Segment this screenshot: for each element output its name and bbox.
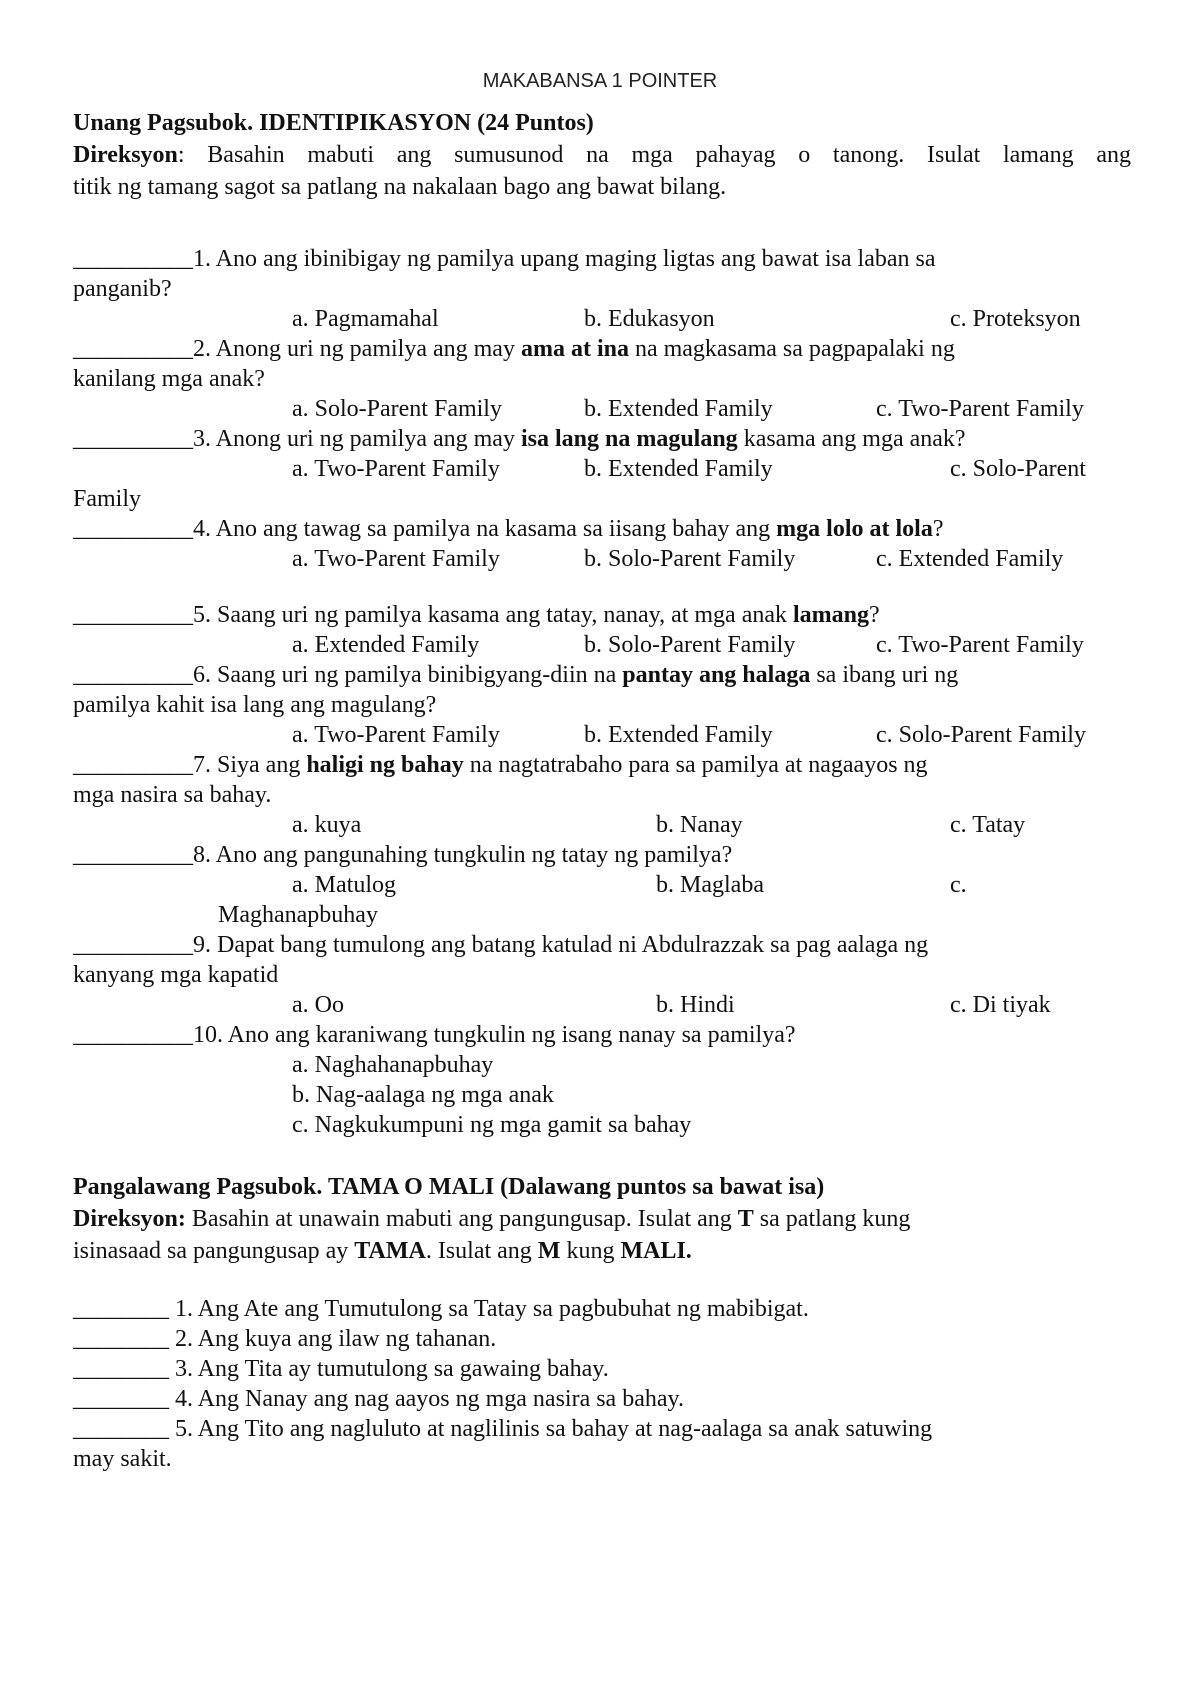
q7-text: __________7. Siya ang [73,752,307,778]
part2-letter-m: M [537,1238,561,1264]
q3-option-c: c. Solo-Parent [950,456,1086,482]
q5-option-a: a. Extended Family [292,632,480,658]
question-2-cont: kanilang mga anak? [73,366,265,392]
q9-option-c: c. Di tiyak [950,992,1051,1018]
q6-option-a: a. Two-Parent Family [292,722,500,748]
q6-text: __________6. Saang uri ng pamilya binibigyang-diin na [73,662,623,688]
question-1-cont: panganib? [73,276,172,302]
question-9: __________9. Dapat bang tumulong ang batang katulad ni Abdulrazzak sa pag aalaga ng [73,932,929,958]
part1-direction-cont: titik ng tamang sagot sa patlang na nakalaan bago ang bawat bilang. [73,174,727,200]
q9-option-a: a. Oo [292,992,344,1018]
q1-option-c: c. Proteksyon [950,306,1081,332]
question-10: __________10. Ano ang karaniwang tungkulin ng isang nanay sa pamilya? [73,1022,796,1048]
q6-emphasis: pantay ang halaga [622,662,811,688]
q1-option-b: b. Edukasyon [584,306,715,332]
tf-item-5-cont: may sakit. [73,1446,172,1472]
q2-text-end: na magkasama sa pagpapalaki ng [628,336,955,362]
tf-item-2: ________ 2. Ang kuya ang ilaw ng tahanan. [73,1326,497,1352]
q4-text-end: ? [932,516,944,542]
part1-direction [73,140,1131,170]
part2-direction-cont-c: kung [560,1238,621,1264]
question-5 [73,600,880,630]
q3-text-end: kasama ang mga anak? [737,426,966,452]
page-title: MAKABANSA 1 POINTER [482,70,718,92]
direction-text: : Basahin mabuti ang sumusunod na mga pahayag o tanong. Isulat lamang ang [177,142,1131,168]
q8-option-b: b. Maglaba [656,872,764,898]
q10-option-c: c. Nagkukumpuni ng mga gamit sa bahay [292,1112,692,1138]
q2-option-c: c. Two-Parent Family [876,396,1084,422]
q7-text-end: na nagtatrabaho para sa pamilya at nagaayos ng [463,752,928,778]
q1-option-a: a. Pagmamahal [292,306,439,332]
question-9-cont: kanyang mga kapatid [73,962,279,988]
q4-option-c: c. Extended Family [876,546,1064,572]
part2-word-tama: TAMA [354,1238,426,1264]
part2-direction-text: Basahin at unawain mabuti ang pangungusap. Isulat ang [185,1206,738,1232]
q3-option-b: b. Extended Family [584,456,773,482]
tf-item-5: ________ 5. Ang Tito ang nagluluto at naglilinis sa bahay at nag-aalaga sa anak satuwing [73,1416,933,1442]
q7-option-a: a. kuya [292,812,362,838]
q7-option-b: b. Nanay [656,812,743,838]
question-7-cont: mga nasira sa bahay. [73,782,272,808]
q4-option-a: a. Two-Parent Family [292,546,500,572]
q4-option-b: b. Solo-Parent Family [584,546,796,572]
q6-option-b: b. Extended Family [584,722,773,748]
part2-direction-text-end: sa patlang kung [753,1206,911,1232]
q7-option-c: c. Tatay [950,812,1026,838]
question-2 [73,334,955,364]
q4-text: __________4. Ano ang tawag sa pamilya na kasama sa iisang bahay ang [73,516,777,542]
q4-emphasis: mga lolo at lola [776,516,933,542]
part2-title: Pangalawang Pagsubok. TAMA O MALI (Dalawang puntos sa bawat isa) [73,1174,825,1200]
q5-text: __________5. Saang uri ng pamilya kasama ang tatay, nanay, at mga anak [73,602,794,628]
q5-option-c: c. Two-Parent Family [876,632,1084,658]
question-6-cont: pamilya kahit isa lang ang magulang? [73,692,437,718]
q9-option-b: b. Hindi [656,992,735,1018]
part2-direction [73,1204,910,1234]
question-3 [73,424,966,454]
q3-option-a: a. Two-Parent Family [292,456,500,482]
q6-option-c: c. Solo-Parent Family [876,722,1086,748]
direction-label: Direksyon [73,142,178,168]
q2-option-b: b. Extended Family [584,396,773,422]
part2-direction-label: Direksyon: [73,1206,186,1232]
question-4 [73,514,943,544]
q2-option-a: a. Solo-Parent Family [292,396,502,422]
q3-text: __________3. Anong uri ng pamilya ang may [73,426,521,452]
part2-direction-cont-a: isinasaad sa pangungusap ay [73,1238,355,1264]
tf-item-4: ________ 4. Ang Nanay ang nag aayos ng mga nasira sa bahay. [73,1386,684,1412]
q5-emphasis: lamang [793,602,870,628]
part2-word-mali: MALI. [620,1238,692,1264]
part1-title: Unang Pagsubok. IDENTIPIKASYON (24 Puntos) [73,110,594,136]
question-7 [73,750,928,780]
q5-option-b: b. Solo-Parent Family [584,632,796,658]
q8-option-a: a. Matulog [292,872,396,898]
part2-letter-t: T [737,1206,754,1232]
q3-emphasis: isa lang na magulang [520,426,738,452]
part2-direction-cont-b: . Isulat ang [425,1238,538,1264]
question-6 [73,660,958,690]
q6-text-end: sa ibang uri ng [810,662,959,688]
q10-option-a: a. Naghahanapbuhay [292,1052,494,1078]
q8-option-c: c. [950,872,967,898]
q10-option-b: b. Nag-aalaga ng mga anak [292,1082,554,1108]
q7-emphasis: haligi ng bahay [306,752,464,778]
part2-direction-cont [73,1236,692,1266]
q2-text: __________2. Anong uri ng pamilya ang may [73,336,521,362]
question-8: __________8. Ano ang pangunahing tungkulin ng tatay ng pamilya? [73,842,733,868]
question-1: __________1. Ano ang ibinibigay ng pamilya upang maging ligtas ang bawat isa laban sa [73,246,936,272]
q5-text-end: ? [869,602,880,628]
tf-item-1: ________ 1. Ang Ate ang Tumutulong sa Tatay sa pagbubuhat ng mabibigat. [73,1296,809,1322]
q8-option-c-cont: Maghanapbuhay [218,902,378,928]
tf-item-3: ________ 3. Ang Tita ay tumutulong sa gawaing bahay. [73,1356,609,1382]
q3-option-c-cont: Family [73,486,142,512]
q2-emphasis: ama at ina [520,336,629,362]
